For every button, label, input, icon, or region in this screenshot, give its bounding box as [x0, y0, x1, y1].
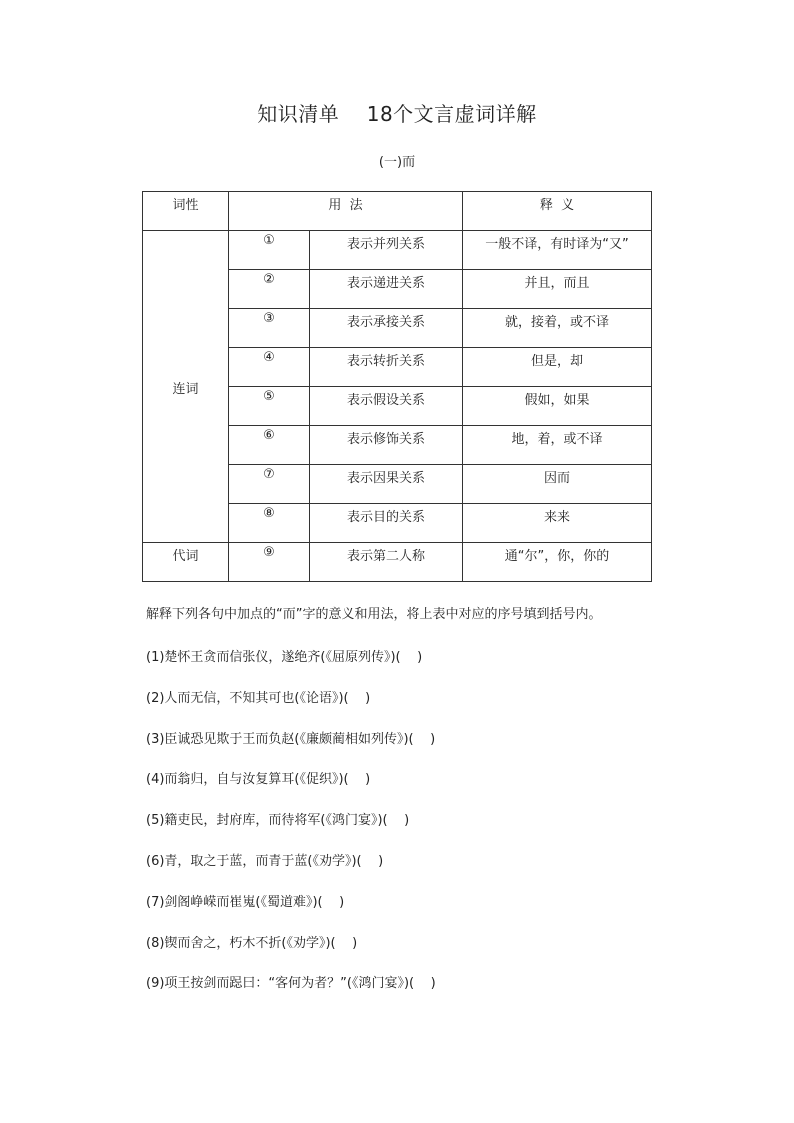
meaning-cell: 一般不译，有时译为“又”	[463, 231, 652, 270]
row-number: ⑦	[229, 465, 310, 504]
header-usage: 用 法	[229, 192, 463, 231]
question-item: (6)青，取之于蓝，而青于蓝(《劝学》)( )	[146, 853, 384, 869]
usage-cell: 表示转折关系	[310, 348, 463, 387]
instruction-text: 解释下列各句中加点的“而”字的意义和用法，将上表中对应的序号填到括号内。	[146, 607, 602, 622]
question-item: (2)人而无信，不知其可也(《论语》)( )	[146, 690, 371, 706]
meaning-cell: 就，接着，或不译	[463, 309, 652, 348]
row-number: ⑤	[229, 387, 310, 426]
row-number: ⑧	[229, 504, 310, 543]
table-row	[143, 231, 652, 270]
row-number: ⑨	[229, 543, 310, 582]
usage-cell: 表示承接关系	[310, 309, 463, 348]
usage-cell: 表示修饰关系	[310, 426, 463, 465]
meaning-cell: 假如，如果	[463, 387, 652, 426]
question-item: (1)楚怀王贪而信张仪，遂绝齐(《屈原列传》)( )	[146, 650, 423, 665]
table-row	[143, 543, 652, 582]
row-number: ①	[229, 231, 310, 270]
meaning-cell: 因而	[463, 465, 652, 504]
question-item: (7)剑阁峥嵘而崔嵬(《蜀道难》)( )	[146, 894, 345, 910]
header-meaning: 释 义	[463, 192, 652, 231]
row-number: ④	[229, 348, 310, 387]
meaning-cell: 地，着，或不译	[463, 426, 652, 465]
page-title: 知识清单 18个文言虚词详解	[257, 102, 537, 126]
question-list	[146, 646, 436, 1013]
section-title: (一)而	[378, 155, 416, 170]
usage-cell: 表示假设关系	[310, 387, 463, 426]
usage-cell: 表示第二人称	[310, 543, 463, 582]
word-class-cell: 连词	[143, 231, 229, 543]
question-item: (5)籍吏民，封府库，而待将军(《鸿门宴》)( )	[146, 813, 410, 829]
question-item: (9)项王按剑而跽曰：“客何为者？”(《鸿门宴》)( )	[146, 976, 436, 992]
usage-cell: 表示递进关系	[310, 270, 463, 309]
usage-table	[142, 191, 652, 582]
usage-cell: 表示因果关系	[310, 465, 463, 504]
meaning-cell: 并且，而且	[463, 270, 652, 309]
table-header-row	[143, 192, 652, 231]
meaning-cell: 通“尔”，你，你的	[463, 543, 652, 582]
question-item: (8)锲而舍之，朽木不折(《劝学》)( )	[146, 935, 358, 951]
question-item: (3)臣诚恐见欺于王而负赵(《廉颇蔺相如列传》)( )	[146, 731, 436, 747]
meaning-cell: 但是，却	[463, 348, 652, 387]
header-word-class: 词性	[143, 192, 229, 231]
word-class-cell: 代词	[143, 543, 229, 582]
row-number: ⑥	[229, 426, 310, 465]
question-item: (4)而翁归，自与汝复算耳(《促织》)( )	[146, 772, 371, 788]
usage-cell: 表示并列关系	[310, 231, 463, 270]
usage-cell: 表示目的关系	[310, 504, 463, 543]
row-number: ②	[229, 270, 310, 309]
meaning-cell: 来来	[463, 504, 652, 543]
row-number: ③	[229, 309, 310, 348]
